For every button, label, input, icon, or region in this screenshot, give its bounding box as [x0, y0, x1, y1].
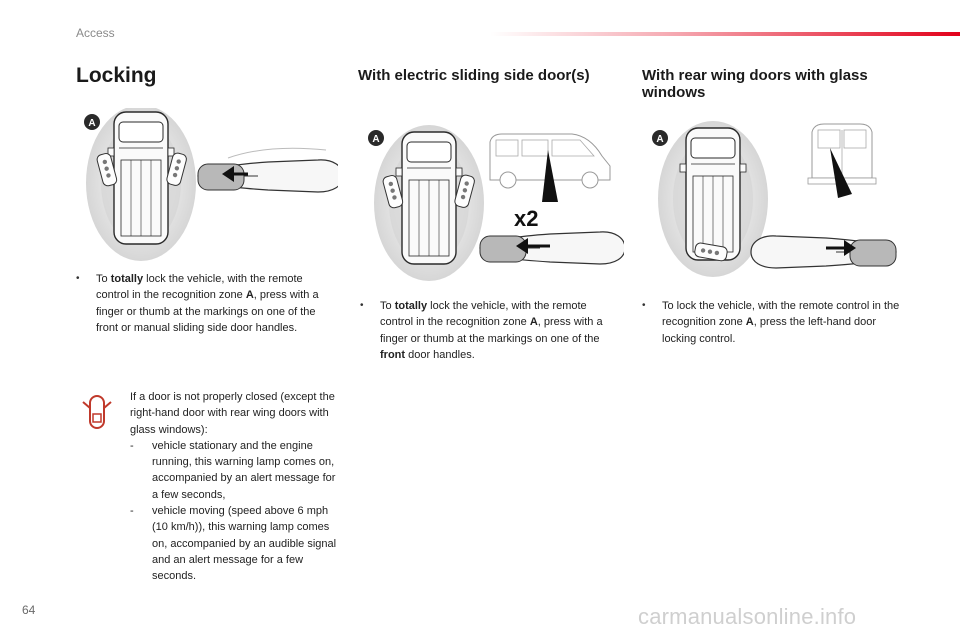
bullet-icon: •: [360, 300, 364, 311]
instruction-text: To lock the vehicle, with the remote control in the recognition zone: [662, 300, 900, 329]
zone-marker: A: [88, 118, 96, 129]
zone-marker: A: [656, 134, 664, 145]
list-dash: -: [130, 505, 134, 518]
instruction-text: , press the left-hand door locking control.: [662, 316, 877, 345]
instruction-rear-wing-doors: [642, 298, 904, 347]
instruction-text: , press with a finger or thumb at the markings on one of the front or manual sliding side door handles.: [96, 289, 319, 334]
zone-reference: A: [529, 316, 538, 329]
illustration-electric-sliding: [362, 122, 624, 282]
instruction-text: lock the vehicle, with the remote control in the recognition zone: [380, 300, 587, 329]
zone-reference: A: [745, 316, 754, 329]
zone-reference: A: [245, 289, 254, 302]
instruction-text: door handles.: [405, 348, 475, 361]
warning-intro: If a door is not properly closed (except the right-hand door with rear wing doors with glass windows):: [130, 391, 335, 436]
warning-item-text: vehicle stationary and the engine running, this warning lamp comes on, accompanied by an alert message for a few seconds,: [152, 439, 336, 501]
section-title-locking: Locking: [76, 64, 157, 87]
zone-marker: A: [372, 134, 380, 145]
illustration-locking: [78, 108, 338, 268]
section-title-electric-sliding: With electric sliding side door(s): [358, 67, 590, 84]
header-section: Access: [76, 26, 115, 40]
instruction-text: lock the vehicle, with the remote control in the recognition zone: [96, 273, 303, 302]
instruction-emphasis: totally: [110, 273, 144, 285]
bullet-icon: •: [642, 300, 646, 311]
watermark: carmanualsonline.info: [638, 604, 857, 629]
instruction-text: To: [96, 273, 111, 285]
warning-text: [130, 389, 340, 585]
warning-item: [130, 503, 340, 584]
door-open-warning-icon: [82, 392, 112, 432]
header-accent-bar: [490, 32, 960, 36]
section-title-rear-wing-doors: With rear wing doors with glass windows: [642, 67, 868, 101]
bullet-icon: •: [76, 273, 80, 284]
instruction-text: To: [380, 300, 395, 312]
warning-item: [130, 438, 340, 503]
list-dash: -: [130, 439, 134, 452]
page-number: 64: [22, 603, 36, 617]
warning-item-text: vehicle moving (speed above 6 mph (10 km/h)), this warning lamp comes on, accompanied by an audible signal and an alert message for a few seconds.: [152, 505, 337, 583]
instruction-electric-sliding: [360, 298, 622, 363]
instruction-emphasis: front: [380, 348, 406, 361]
instruction-text: , press with a finger or thumb at the markings on one of the: [380, 316, 603, 345]
instruction-emphasis: totally: [394, 300, 428, 312]
illustration-rear-wing-doors: [646, 118, 908, 282]
press-count: x2: [514, 206, 539, 231]
instruction-locking: [76, 271, 338, 336]
